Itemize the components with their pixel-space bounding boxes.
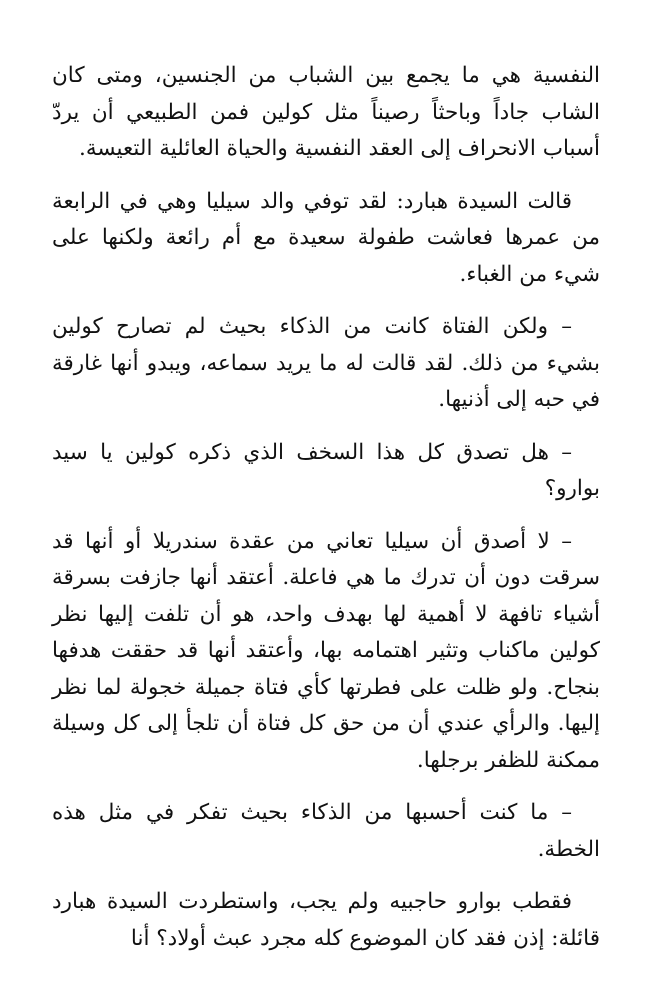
paragraph-6: – ما كنت أحسبها من الذكاء بحيث تفكر في مثل هذه الخطة. xyxy=(52,800,600,862)
paragraph-5: – لا أصدق أن سيليا تعاني من عقدة سندريلا أو أنها قد سرقت دون أن تدرك ما هي فاعلة. أعتقد أنها جازفت بسرقة أشياء تافهة لا أهمية لها بهدف واحد، هو أن تلفت إليها نظر كولين ماكناب وتثير اهتمامه بها، وأعتقد أنها قد حققت هدفها بنجاح. ولو ظلت على فطرتها كأي فتاة جميلة خجولة لما نظر إليها. والرأي عندي أن من حق كل فتاة أن تلجأ إلى كل وسيلة ممكنة للظفر برجلها. xyxy=(52,528,600,773)
paragraph-7: فقطب بوارو حاجبيه ولم يجب، واستطردت السيدة هبارد قائلة: إذن فقد كان الموضوع كله مجرد عبث أولاد؟ أنا xyxy=(52,889,600,951)
book-page xyxy=(52,58,600,973)
paragraph-2: قالت السيدة هبارد: لقد توفي والد سيليا وهي في الرابعة من عمرها فعاشت طفولة سعيدة مع أم رائعة ولكنها على شيء من الغباء. xyxy=(52,188,600,287)
paragraph-4: – هل تصدق كل هذا السخف الذي ذكره كولين يا سيد بوارو؟ xyxy=(52,439,600,501)
paragraph-1: النفسية هي ما يجمع بين الشباب من الجنسين، ومتى كان الشاب جاداً وباحثاً رصيناً مثل كولين فمن الطبيعي أن يردّ أسباب الانحراف إلى العقد النفسية والحياة العائلية التعيسة. xyxy=(52,63,600,161)
paragraph-3: – ولكن الفتاة كانت من الذكاء بحيث لم تصارح كولين بشيء من ذلك. لقد قالت له ما يريد سماعه، ويبدو أنها غارقة في حبه إلى أذنيها. xyxy=(52,314,600,412)
